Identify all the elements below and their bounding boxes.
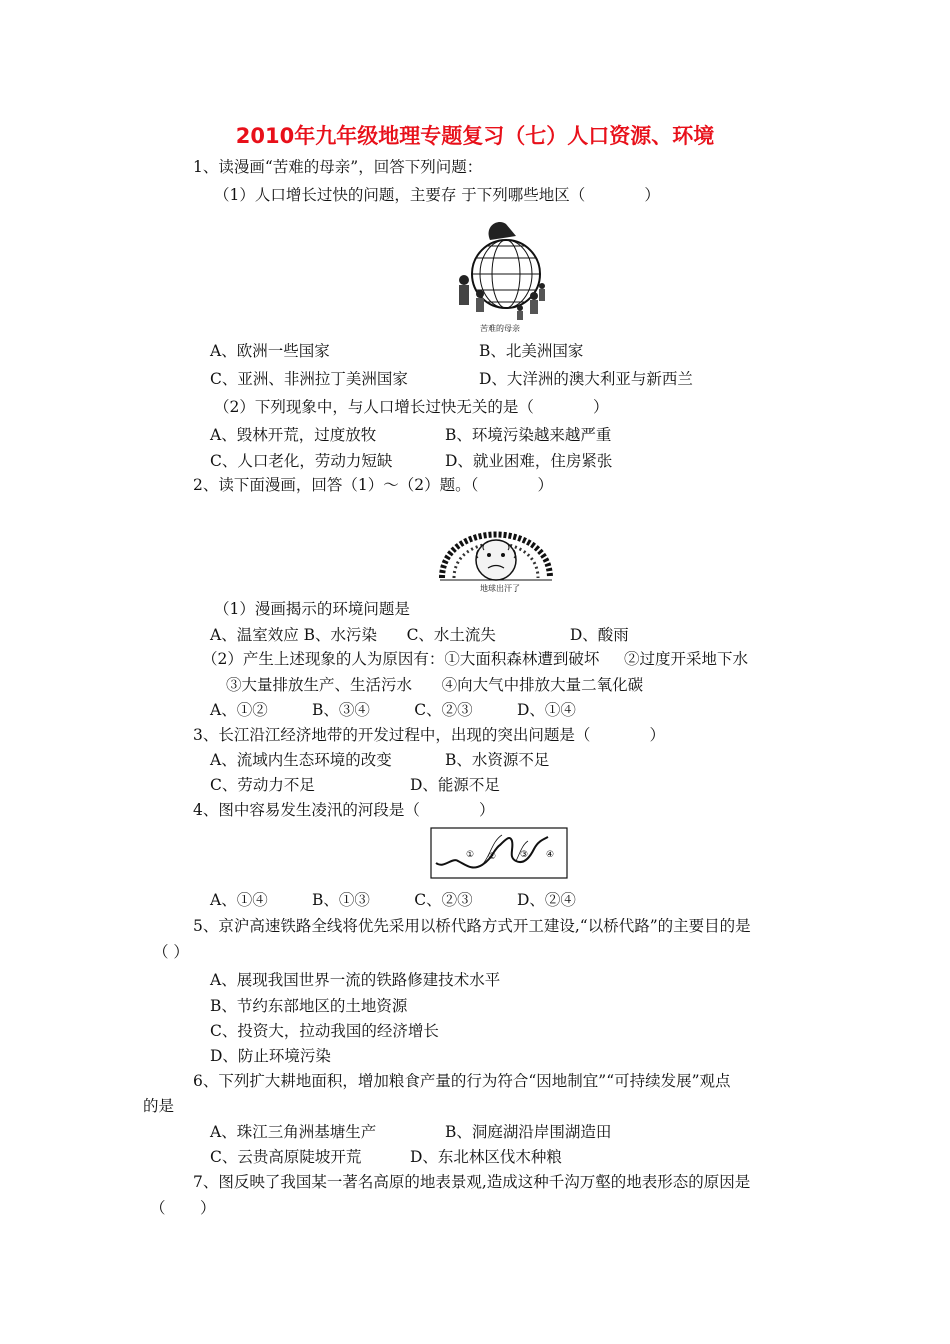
- q1-sub2-option-a: A、毁林开荒，过度放牧: [210, 426, 377, 444]
- q1-option-d: D、大洋洲的澳大利亚与新西兰: [479, 370, 693, 388]
- marker-1: ①: [466, 850, 475, 860]
- q1-sub2: （2）下列现象中，与人口增长过快无关的是（ ）: [214, 398, 609, 416]
- q1-sub2-option-c: C、人口老化，劳动力短缺: [210, 452, 393, 470]
- q1-cartoon-figure: [450, 216, 550, 334]
- q5-option-a: A、展现我国世界一流的铁路修建技术水平: [210, 971, 501, 989]
- q1-sub2-option-d: D、就业困难，住房紧张: [445, 452, 613, 470]
- q6-option-a: A、珠江三角洲基塘生产: [210, 1123, 377, 1141]
- q3-option-d: D、能源不足: [410, 776, 500, 794]
- q4-stem: 4、图中容易发生凌汛的河段是（ ）: [193, 801, 495, 819]
- q3-option-b: B、水资源不足: [445, 751, 550, 769]
- marker-4: ④: [546, 850, 555, 860]
- q2-sub1-options: A、温室效应 B、水污染 C、水土流失 D、酸雨: [210, 626, 629, 644]
- q5-option-c: C、投资大，拉动我国的经济增长: [210, 1022, 439, 1040]
- q2-sub2-line2: ③大量排放生产、生活污水 ④向大气中排放大量二氧化碳: [226, 676, 644, 694]
- page-title: 2010年九年级地理专题复习（七）人口资源、环境: [235, 124, 715, 148]
- q1-option-c: C、亚洲、非洲拉丁美洲国家: [210, 370, 408, 388]
- q4-options: A、①④ B、①③ C、②③ D、②④: [210, 891, 576, 909]
- marker-2: ②: [488, 852, 497, 862]
- q6-option-b: B、洞庭湖沿岸围湖造田: [445, 1123, 612, 1141]
- q4-river-map: [430, 827, 570, 881]
- q6-stem: 6、下列扩大耕地面积，增加粮食产量的行为符合“因地制宜”“可持续发展”观点: [193, 1072, 731, 1090]
- q1-sub1: （1）人口增长过快的问题，主要存 于下列哪些地区（ ）: [214, 186, 660, 204]
- q3-option-c: C、劳动力不足: [210, 776, 315, 794]
- q5-option-d: D、防止环境污染: [210, 1047, 331, 1065]
- q5-stem-continued: （ ）: [153, 943, 189, 961]
- yellow-river-map: [430, 827, 570, 881]
- mother-carrying-globe-illustration: [450, 216, 550, 320]
- q1-option-a: A、欧洲一些国家: [210, 342, 330, 360]
- marker-3: ③: [520, 850, 529, 860]
- sweating-earth-illustration: [436, 500, 556, 582]
- q6-stem-continued: 的是: [143, 1097, 175, 1115]
- q2-sub1: （1）漫画揭示的环境问题是: [214, 600, 410, 618]
- q1-option-b: B、北美洲国家: [479, 342, 584, 360]
- q6-option-c: C、云贵高原陡坡开荒: [210, 1148, 362, 1166]
- q6-option-d: D、东北林区伐木种粮: [410, 1148, 562, 1166]
- q1-stem: 1、读漫画“苦难的母亲”，回答下列问题：: [193, 158, 483, 176]
- q2-stem: 2、读下面漫画，回答（1）～（2）题。（ ）: [193, 476, 553, 494]
- q3-stem: 3、长江沿江经济地带的开发过程中，出现的突出问题是（ ）: [193, 726, 665, 744]
- q2-figure-caption: 地球出汗了: [480, 584, 520, 593]
- q3-option-a: A、流域内生态环境的改变: [210, 751, 392, 769]
- q2-cartoon-figure: [436, 500, 556, 596]
- q7-stem: 7、图反映了我国某一著名高原的地表景观,造成这种千沟万壑的地表形态的原因是: [193, 1173, 751, 1191]
- q5-stem: 5、京沪高速铁路全线将优先采用以桥代路方式开工建设,“以桥代路”的主要目的是: [193, 917, 751, 935]
- q7-stem-continued: （ ）: [150, 1199, 216, 1217]
- q2-sub2-line1: （2）产生上述现象的人为原因有：①大面积森林遭到破坏 ②过度开采地下水: [202, 650, 748, 668]
- q1-sub2-option-b: B、环境污染越来越严重: [445, 426, 612, 444]
- q2-sub2-options: A、①② B、③④ C、②③ D、①④: [210, 701, 576, 719]
- q5-option-b: B、节约东部地区的土地资源: [210, 997, 408, 1015]
- q1-figure-caption: 苦难的母亲: [480, 324, 520, 333]
